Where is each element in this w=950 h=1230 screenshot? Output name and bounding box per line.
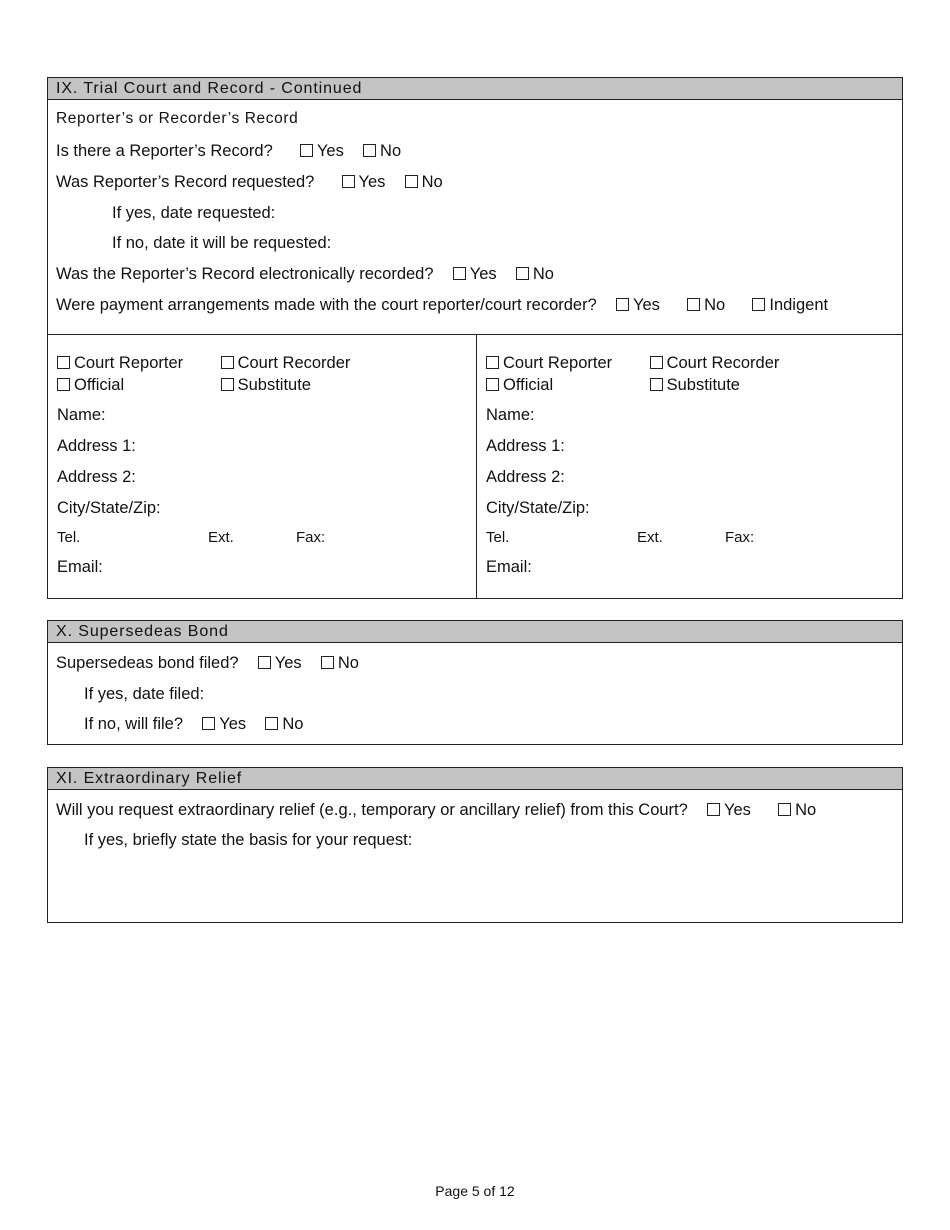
reporter-record-subtitle: Reporter’s or Recorder’s Record bbox=[56, 110, 299, 127]
right-court-reporter-checkbox[interactable] bbox=[486, 356, 499, 369]
record-exists-yes-label: Yes bbox=[316, 142, 344, 160]
payment-label: Were payment arrangements made with the court reporter/court recorder? bbox=[56, 296, 597, 314]
electronic-yes-label: Yes bbox=[469, 265, 497, 283]
record-requested-no-label: No bbox=[421, 173, 443, 191]
bond-will-file-label: If no, will file? bbox=[84, 715, 184, 733]
payment-indigent-label: Indigent bbox=[769, 296, 829, 314]
record-requested-yes-checkbox[interactable] bbox=[342, 175, 355, 188]
electronic-no-checkbox[interactable] bbox=[516, 267, 529, 280]
electronic-no-label: No bbox=[532, 265, 554, 283]
section-xi-header: XI. Extraordinary Relief bbox=[48, 768, 902, 790]
bond-will-file-yes-checkbox[interactable] bbox=[202, 717, 215, 730]
right-address1-field[interactable]: Address 1: bbox=[486, 437, 565, 455]
section-xi bbox=[47, 767, 903, 923]
right-court-recorder-checkbox[interactable] bbox=[650, 356, 663, 369]
left-official-label: Official bbox=[74, 376, 125, 394]
right-type-row-2 bbox=[486, 375, 740, 395]
record-requested-label: Was Reporter’s Record requested? bbox=[56, 173, 315, 191]
right-address2-field[interactable]: Address 2: bbox=[486, 468, 565, 486]
electronic-label: Was the Reporter’s Record electronically recorded? bbox=[56, 265, 434, 283]
relief-basis-field[interactable]: If yes, briefly state the basis for your request: bbox=[84, 831, 413, 849]
bond-filed-no-label: No bbox=[337, 654, 359, 672]
left-court-recorder-checkbox[interactable] bbox=[221, 356, 234, 369]
relief-no-label: No bbox=[795, 801, 817, 819]
relief-yes-checkbox[interactable] bbox=[707, 803, 720, 816]
payment-yes-label: Yes bbox=[632, 296, 660, 314]
left-type-row-2 bbox=[57, 375, 311, 395]
electronic-yes-checkbox[interactable] bbox=[453, 267, 466, 280]
left-court-reporter-checkbox[interactable] bbox=[57, 356, 70, 369]
bond-date-filed-field[interactable]: If yes, date filed: bbox=[84, 685, 205, 703]
section-x-header: X. Supersedeas Bond bbox=[48, 621, 902, 643]
record-exists-yes-checkbox[interactable] bbox=[300, 144, 313, 157]
right-court-recorder-label: Court Recorder bbox=[666, 354, 780, 372]
bond-will-file-yes-label: Yes bbox=[219, 715, 247, 733]
left-name-field[interactable]: Name: bbox=[57, 406, 106, 424]
right-ext-field[interactable]: Ext. bbox=[637, 529, 663, 546]
right-name-field[interactable]: Name: bbox=[486, 406, 535, 424]
reporter-left-column bbox=[48, 335, 475, 598]
left-email-field[interactable]: Email: bbox=[57, 558, 103, 576]
right-phone-row bbox=[486, 528, 754, 548]
record-requested-question bbox=[56, 172, 443, 192]
bond-filed-question bbox=[56, 653, 359, 673]
right-tel-field[interactable]: Tel. bbox=[486, 529, 510, 546]
reporter-right-column bbox=[476, 335, 904, 598]
left-tel-field[interactable]: Tel. bbox=[57, 529, 81, 546]
right-court-reporter-label: Court Reporter bbox=[503, 354, 613, 372]
left-ext-field[interactable]: Ext. bbox=[208, 529, 234, 546]
record-exists-no-label: No bbox=[380, 142, 402, 160]
record-exists-no-checkbox[interactable] bbox=[363, 144, 376, 157]
left-city-field[interactable]: City/State/Zip: bbox=[57, 499, 161, 517]
bond-will-file-question bbox=[84, 714, 303, 734]
left-address1-field[interactable]: Address 1: bbox=[57, 437, 136, 455]
left-official-checkbox[interactable] bbox=[57, 378, 70, 391]
date-will-request-field[interactable]: If no, date it will be requested: bbox=[112, 234, 332, 252]
left-address2-field[interactable]: Address 2: bbox=[57, 468, 136, 486]
payment-no-checkbox[interactable] bbox=[687, 298, 700, 311]
bond-filed-yes-checkbox[interactable] bbox=[258, 656, 271, 669]
left-fax-field[interactable]: Fax: bbox=[296, 529, 326, 546]
relief-no-checkbox[interactable] bbox=[778, 803, 791, 816]
right-type-row-1 bbox=[486, 353, 779, 373]
reporter-columns bbox=[48, 334, 902, 598]
right-city-field[interactable]: City/State/Zip: bbox=[486, 499, 590, 517]
payment-no-label: No bbox=[704, 296, 726, 314]
bond-filed-no-checkbox[interactable] bbox=[321, 656, 334, 669]
page-number: Page 5 of 12 bbox=[435, 1183, 515, 1199]
right-substitute-checkbox[interactable] bbox=[650, 378, 663, 391]
left-court-reporter-label: Court Reporter bbox=[74, 354, 184, 372]
left-substitute-checkbox[interactable] bbox=[221, 378, 234, 391]
payment-question bbox=[56, 295, 828, 315]
payment-yes-checkbox[interactable] bbox=[616, 298, 629, 311]
section-x bbox=[47, 620, 903, 745]
payment-indigent-checkbox[interactable] bbox=[752, 298, 765, 311]
record-requested-no-checkbox[interactable] bbox=[405, 175, 418, 188]
relief-question bbox=[56, 800, 816, 820]
section-ix bbox=[47, 77, 903, 599]
left-phone-row bbox=[57, 528, 325, 548]
left-court-recorder-label: Court Recorder bbox=[237, 354, 351, 372]
record-exists-label: Is there a Reporter’s Record? bbox=[56, 142, 273, 160]
right-official-checkbox[interactable] bbox=[486, 378, 499, 391]
right-email-field[interactable]: Email: bbox=[486, 558, 532, 576]
bond-will-file-no-checkbox[interactable] bbox=[265, 717, 278, 730]
electronic-question bbox=[56, 264, 554, 284]
bond-filed-yes-label: Yes bbox=[274, 654, 302, 672]
relief-label: Will you request extraordinary relief (e.g., temporary or ancillary relief) from this Court? bbox=[56, 801, 688, 819]
record-requested-yes-label: Yes bbox=[358, 173, 386, 191]
bond-will-file-no-label: No bbox=[282, 715, 304, 733]
bond-filed-label: Supersedeas bond filed? bbox=[56, 654, 239, 672]
left-type-row-1 bbox=[57, 353, 350, 373]
right-official-label: Official bbox=[503, 376, 554, 394]
right-substitute-label: Substitute bbox=[666, 376, 740, 394]
date-requested-field[interactable]: If yes, date requested: bbox=[112, 204, 276, 222]
section-ix-header: IX. Trial Court and Record - Continued bbox=[48, 78, 902, 100]
record-exists-question bbox=[56, 141, 401, 161]
relief-yes-label: Yes bbox=[724, 801, 751, 819]
left-substitute-label: Substitute bbox=[237, 376, 311, 394]
right-fax-field[interactable]: Fax: bbox=[725, 529, 755, 546]
